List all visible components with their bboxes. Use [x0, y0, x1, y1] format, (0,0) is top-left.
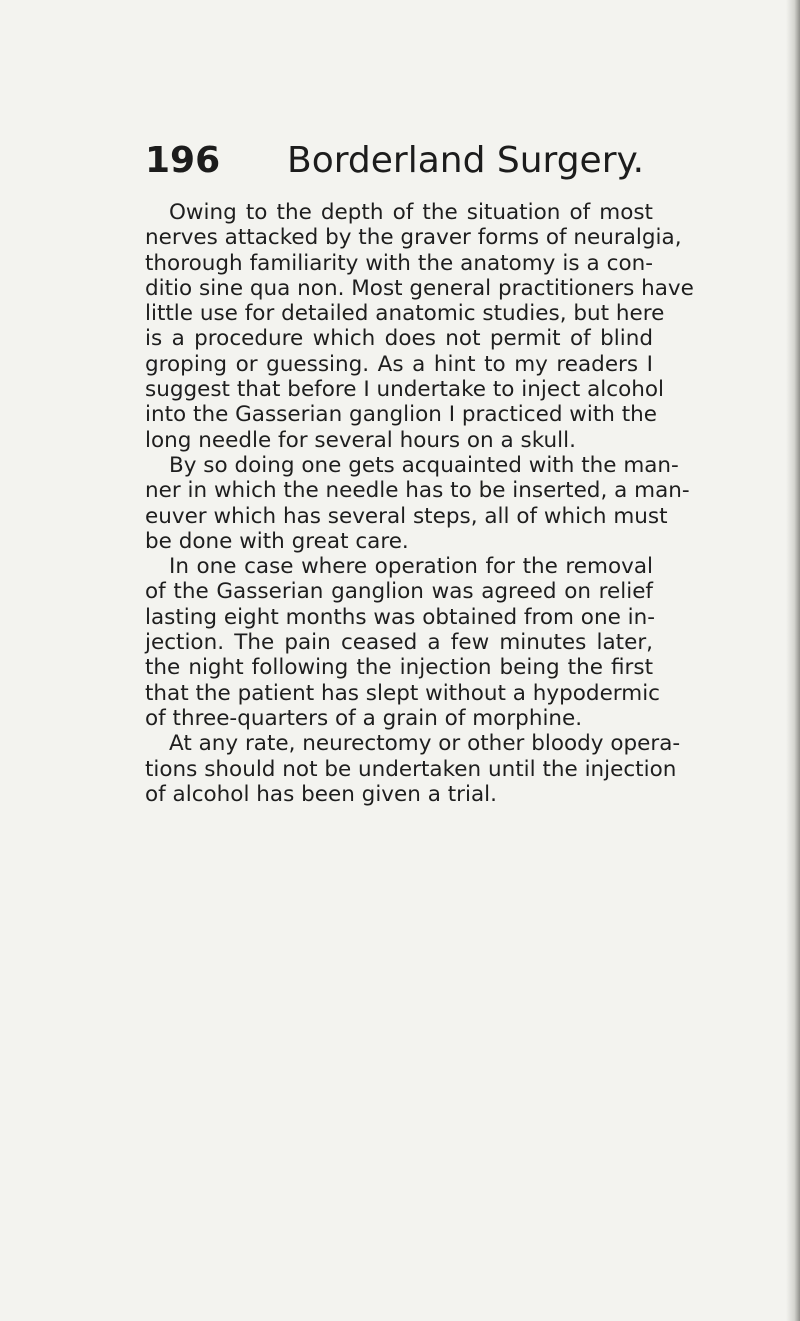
text-line: that the patient has slept without a hypodermic — [145, 680, 661, 706]
text-line: thorough familiarity with the anatomy is a con- — [145, 250, 653, 276]
text-line: By so doing one gets acquainted with the man- — [169, 452, 679, 478]
text-line: suggest that before I undertake to inject alcohol — [145, 377, 665, 403]
text-line: of alcohol has been given a trial. — [145, 781, 497, 807]
text-line: Owing to the depth of the situation of most — [169, 200, 653, 225]
text-line: nerves attacked by the graver forms of neuralgia, — [145, 225, 682, 251]
paragraph-1 — [145, 200, 694, 453]
text-line: is a procedure which does not permit of blind — [145, 326, 653, 352]
text-line: tions should not be undertaken until the injection — [145, 756, 677, 782]
paragraph-4 — [145, 731, 681, 807]
text-line: euver which has several steps, all of which must — [145, 503, 668, 529]
text-line: of three-quarters of a grain of morphine. — [145, 705, 583, 731]
book-title: Borderland Surgery. — [287, 140, 645, 181]
running-head — [145, 140, 665, 192]
page-edge-shadow — [786, 0, 800, 1321]
text-line: ditio sine qua non. Most general practitioners have — [145, 275, 694, 301]
text-line: long needle for several hours on a skull. — [145, 427, 576, 453]
body-text — [145, 200, 694, 807]
text-line: jection. The pain ceased a few minutes later, — [145, 630, 653, 656]
text-line: In one case where operation for the removal — [169, 554, 653, 580]
text-line: little use for detailed anatomic studies, but here — [145, 301, 665, 327]
text-line: into the Gasserian ganglion I practiced with the — [145, 402, 658, 428]
text-line: groping or guessing. As a hint to my readers I — [145, 351, 653, 377]
text-line: At any rate, neurectomy or other bloody opera- — [169, 731, 681, 757]
text-line: the night following the injection being the first — [145, 655, 653, 681]
page-number: 196 — [145, 140, 221, 181]
text-line: be done with great care. — [145, 528, 409, 554]
text-line: ner in which the needle has to be inserted, a man- — [145, 478, 690, 504]
paragraph-2 — [145, 452, 690, 554]
text-line: of the Gasserian ganglion was agreed on relief — [145, 579, 653, 605]
paragraph-3 — [145, 554, 661, 731]
text-line: lasting eight months was obtained from one in- — [145, 604, 655, 630]
